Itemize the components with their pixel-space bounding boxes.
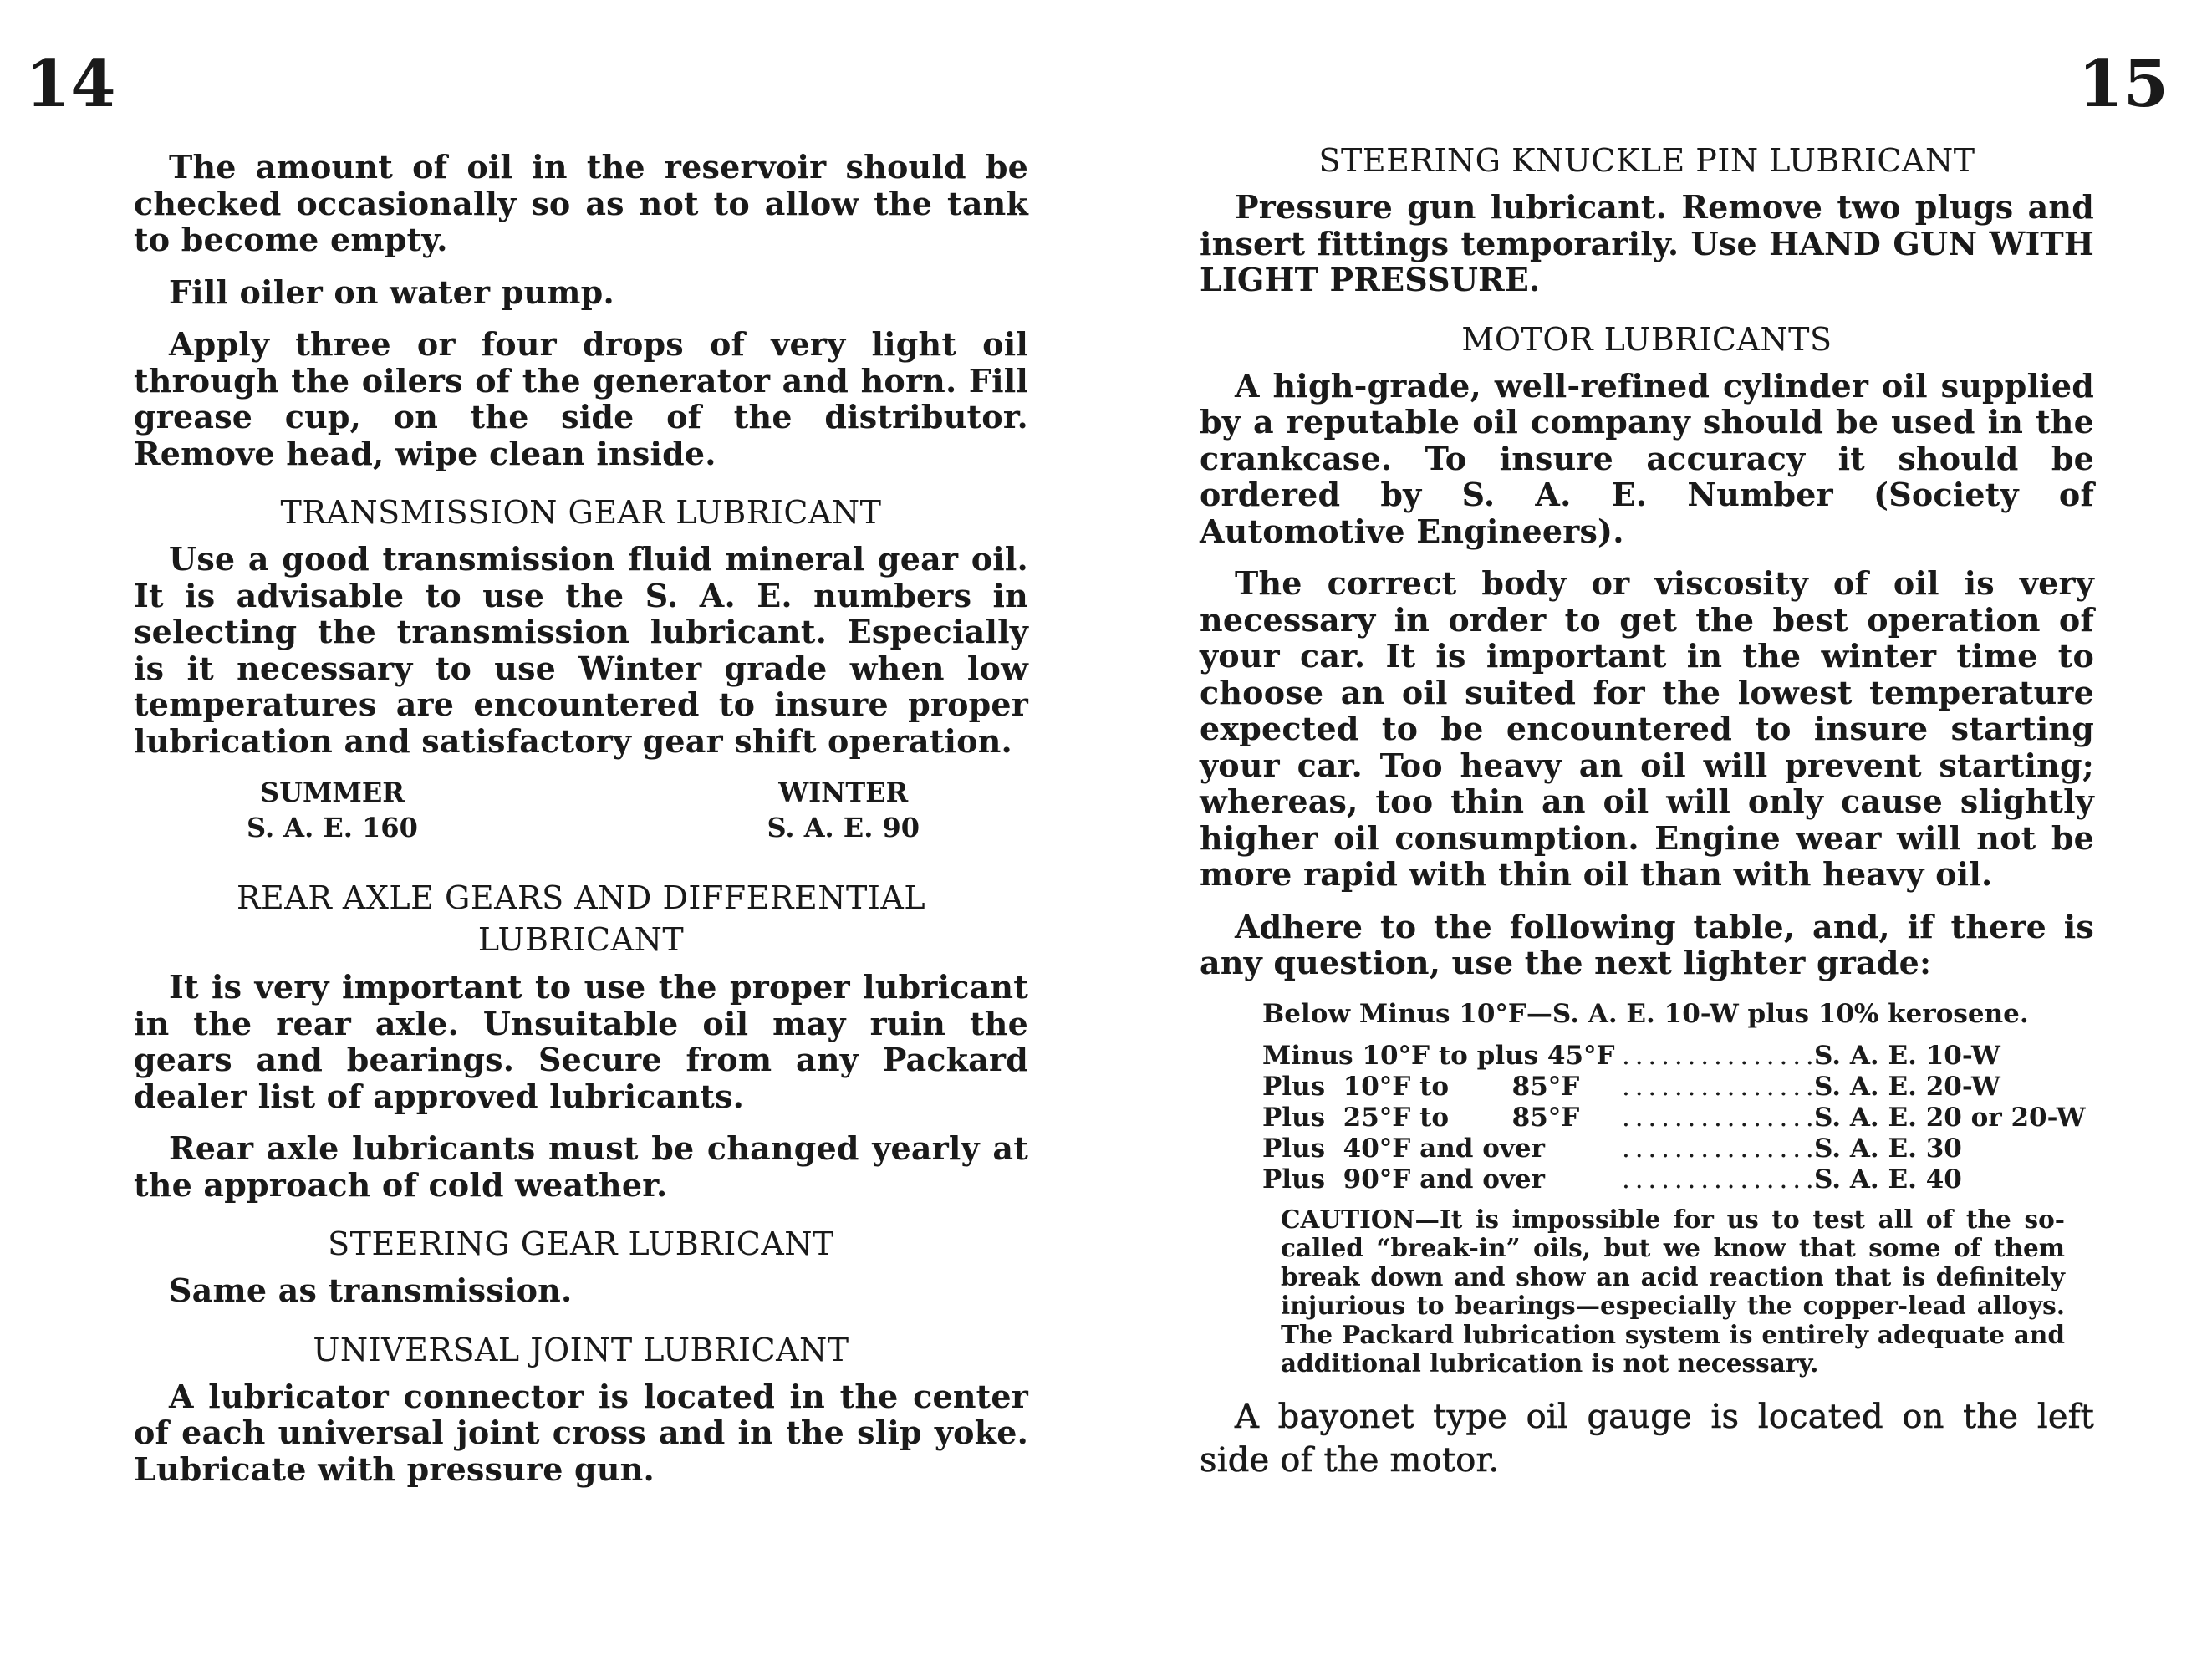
transmission-heading: TRANSMISSION GEAR LUBRICANT: [280, 494, 882, 531]
leader-dots: [1622, 1041, 1814, 1072]
summer-grade: [247, 775, 418, 845]
generator-horn-paragraph: Apply three or four drops of very light oil through the oilers of the generator and horn. Fill grease cup, on the side of the distributor. Remove head, wipe clean inside.: [134, 325, 1028, 472]
steering-gear-heading: STEERING GEAR LUBRICANT: [328, 1225, 834, 1262]
temperature-range: Minus 10°F to plus 45°F: [1262, 1040, 1615, 1071]
sae-grade: S. A. E. 20 or 20-W: [1814, 1102, 2086, 1133]
universal-joint-heading: UNIVERSAL JOINT LUBRICANT: [313, 1331, 849, 1368]
winter-value: S. A. E. 90: [767, 812, 920, 843]
transmission-paragraph: Use a good transmission fluid mineral gear oil. It is advisable to use the S. A. E. numbers in selecting the transmission lubricant. Especially is it necessary to use Winter grade when low temperatures are encountered to insure proper lubrication and satisfactory gear shift operation.: [134, 540, 1028, 760]
summer-value: S. A. E. 160: [247, 812, 418, 843]
motor-paragraph-1: A high-grade, well-refined cylinder oil supplied by a reputable oil company should be used in the crankcase. To insure accuracy it should be ordered by S. A. E. Number (Society of Automotive Engineers).: [1200, 366, 2094, 550]
page-number-left: 14: [25, 46, 116, 122]
sae-grade: S. A. E. 20-W: [1814, 1071, 2000, 1102]
table-row: [1262, 1164, 2094, 1195]
temperature-range: Plus 90°F and over: [1262, 1164, 1545, 1195]
sae-grade: S. A. E. 10-W: [1814, 1040, 2000, 1071]
leader-dots: [1622, 1072, 1814, 1103]
oil-grade-table: [1200, 1041, 2094, 1195]
winter-grade: [767, 775, 920, 845]
sae-grade: S. A. E. 30: [1814, 1133, 1962, 1164]
rear-axle-paragraph-2: Rear axle lubricants must be changed yearly at the approach of cold weather.: [134, 1129, 1028, 1204]
table-row: [1262, 1134, 2094, 1164]
motor-lubricants-heading: MOTOR LUBRICANTS: [1461, 320, 1832, 358]
temperature-range: Plus 25°F to 85°F: [1262, 1102, 1580, 1133]
reservoir-paragraph: The amount of oil in the reservoir should be checked occasionally so as not to allow the tank to become empty.: [134, 148, 1028, 258]
caution-note: CAUTION—It is impossible for us to test all of the so-called “break-in” oils, but we know that some of them break down and show an acid reaction that is definitely injurious to bearings—especially the copper-lead alloys. The Packard lubrication system is entirely adequate and additional lubrication is not necessary.: [1281, 1204, 2065, 1378]
table-row: [1262, 1103, 2094, 1134]
page-number-right: 15: [2077, 46, 2169, 122]
leader-dots: [1622, 1103, 1814, 1134]
sae-grade: S. A. E. 40: [1814, 1164, 1962, 1195]
knuckle-pin-paragraph: Pressure gun lubricant. Remove two plugs and insert fittings temporarily. Use HAND GUN WITH LIGHT PRESSURE.: [1200, 188, 2094, 298]
below-minus-line: Below Minus 10°F—S. A. E. 10-W plus 10% kerosene.: [1262, 998, 2029, 1029]
motor-paragraph-2: The correct body or viscosity of oil is very necessary in order to get the best operation of your car. It is important in the winter time to choose an oil suited for the lowest temperature expected to be encountered to insure starting your car. Too heavy an oil will prevent starting; whereas, too thin an oil will only cause slightly higher oil consumption. Engine wear will not be more rapid with thin oil than with heavy oil.: [1200, 564, 2094, 893]
rear-axle-heading: [134, 877, 1028, 960]
temperature-range: Plus 10°F to 85°F: [1262, 1071, 1580, 1102]
rear-axle-heading-line1: REAR AXLE GEARS AND DIFFERENTIAL: [236, 879, 926, 916]
summer-label: SUMMER: [259, 777, 405, 808]
water-pump-paragraph: Fill oiler on water pump.: [169, 273, 614, 311]
leader-dots: [1622, 1164, 1814, 1195]
leader-dots: [1622, 1134, 1814, 1164]
winter-label: WINTER: [778, 777, 909, 808]
oil-gauge-paragraph: A bayonet type oil gauge is located on the left side of the motor.: [1200, 1397, 2094, 1480]
right-page-column: [1200, 140, 2094, 1498]
knuckle-pin-heading: STEERING KNUCKLE PIN LUBRICANT: [1318, 142, 1975, 179]
temperature-range: Plus 40°F and over: [1262, 1133, 1545, 1164]
table-row: [1262, 1072, 2094, 1103]
steering-gear-paragraph: Same as transmission.: [169, 1271, 573, 1309]
rear-axle-paragraph-1: It is very important to use the proper lubricant in the rear axle. Unsuitable oil may ruin the gears and bearings. Secure from any Packard dealer list of approved lubricants.: [134, 968, 1028, 1115]
universal-joint-paragraph: A lubricator connector is located in the center of each universal joint cross and in the slip yoke. Lubricate with pressure gun.: [134, 1377, 1028, 1488]
left-page-column: [134, 149, 1028, 1503]
motor-paragraph-3: Adhere to the following table, and, if there is any question, use the next lighter grade:: [1200, 907, 2094, 981]
transmission-grades: [134, 775, 1028, 845]
table-row: [1262, 1041, 2094, 1072]
rear-axle-heading-line2: LUBRICANT: [477, 921, 685, 958]
